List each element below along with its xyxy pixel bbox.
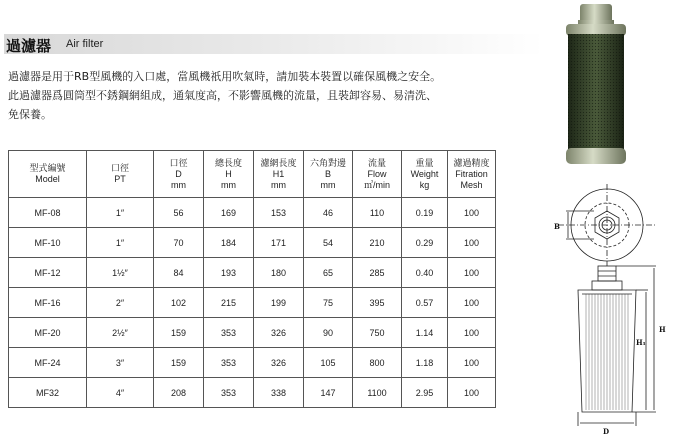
table-cell: 153 bbox=[254, 198, 304, 228]
column-header bbox=[402, 151, 448, 198]
table-cell: 105 bbox=[304, 348, 353, 378]
table-cell: 0.57 bbox=[402, 288, 448, 318]
table-cell: 800 bbox=[353, 348, 402, 378]
column-header-line: 濾網長度 bbox=[260, 157, 297, 168]
table-cell: MF-16 bbox=[9, 288, 87, 318]
table-cell: 159 bbox=[154, 348, 204, 378]
table-cell: 1½″ bbox=[87, 258, 154, 288]
table-cell: 180 bbox=[254, 258, 304, 288]
page-title-english: Air filter bbox=[66, 38, 104, 50]
table-cell: 100 bbox=[448, 228, 496, 258]
column-header-line: mm bbox=[271, 179, 286, 190]
spec-table bbox=[8, 150, 496, 408]
table-cell: 750 bbox=[353, 318, 402, 348]
column-header-line: B bbox=[324, 168, 331, 179]
table-cell: 0.29 bbox=[402, 228, 448, 258]
table-cell: 100 bbox=[448, 198, 496, 228]
column-header-line: D bbox=[175, 168, 182, 179]
table-cell: 147 bbox=[304, 378, 353, 408]
dimension-label-h1: H₁ bbox=[636, 338, 646, 347]
table-cell: 0.40 bbox=[402, 258, 448, 288]
table-cell: MF-24 bbox=[9, 348, 87, 378]
column-header-line: Weight bbox=[410, 168, 439, 179]
column-header-line: Model bbox=[35, 174, 60, 184]
description-line-3: 免保養。 bbox=[8, 108, 52, 121]
table-cell: 159 bbox=[154, 318, 204, 348]
column-header-line: Flow bbox=[367, 168, 387, 179]
table-cell: 353 bbox=[204, 318, 254, 348]
column-header bbox=[204, 151, 254, 198]
table-cell: 90 bbox=[304, 318, 353, 348]
table-row bbox=[9, 258, 496, 288]
table-cell: 338 bbox=[254, 378, 304, 408]
table-cell: 169 bbox=[204, 198, 254, 228]
column-header bbox=[353, 151, 402, 198]
table-cell: 46 bbox=[304, 198, 353, 228]
table-cell: 100 bbox=[448, 378, 496, 408]
table-cell: 2″ bbox=[87, 288, 154, 318]
column-header-line: mm bbox=[221, 179, 236, 190]
table-cell: 70 bbox=[154, 228, 204, 258]
column-header-line: PT bbox=[114, 174, 126, 184]
table-cell: MF-10 bbox=[9, 228, 87, 258]
table-cell: 395 bbox=[353, 288, 402, 318]
table-cell: 208 bbox=[154, 378, 204, 408]
table-cell: MF32 bbox=[9, 378, 87, 408]
column-header-line: ㎥/min bbox=[363, 179, 390, 190]
dimension-label-h: H bbox=[659, 325, 666, 334]
column-header-line: H1 bbox=[272, 168, 285, 179]
table-cell: 353 bbox=[204, 378, 254, 408]
table-cell: 285 bbox=[353, 258, 402, 288]
table-row bbox=[9, 288, 496, 318]
column-header-line: H bbox=[225, 168, 232, 179]
table-cell: 100 bbox=[448, 318, 496, 348]
table-cell: 3″ bbox=[87, 348, 154, 378]
column-header-line: 濾過精度 bbox=[453, 157, 490, 168]
table-cell: MF-20 bbox=[9, 318, 87, 348]
column-header-line: 六角對邊 bbox=[309, 157, 346, 168]
column-header-line: 口徑 bbox=[169, 157, 188, 168]
table-cell: 326 bbox=[254, 348, 304, 378]
table-cell: 4″ bbox=[87, 378, 154, 408]
table-cell: 215 bbox=[204, 288, 254, 318]
table-cell: 1100 bbox=[353, 378, 402, 408]
table-cell: 100 bbox=[448, 288, 496, 318]
column-header-line: 型式編號 bbox=[29, 163, 66, 173]
description-line-1: 過濾器是用于RB型風機的入口處，當風機祇用吹氣時，請加裝本裝置以確保風機之安全。 bbox=[8, 70, 442, 83]
table-cell: 84 bbox=[154, 258, 204, 288]
table-body bbox=[9, 198, 496, 408]
table-cell: 210 bbox=[353, 228, 402, 258]
table-cell: 54 bbox=[304, 228, 353, 258]
table-row bbox=[9, 198, 496, 228]
table-row bbox=[9, 228, 496, 258]
table-cell: 326 bbox=[254, 318, 304, 348]
table-row bbox=[9, 348, 496, 378]
table-cell: 0.19 bbox=[402, 198, 448, 228]
column-header-line: kg bbox=[419, 179, 430, 190]
table-cell: MF-08 bbox=[9, 198, 87, 228]
table-cell: 1″ bbox=[87, 198, 154, 228]
table-cell: 1″ bbox=[87, 228, 154, 258]
top-view-drawing bbox=[558, 184, 656, 266]
column-header bbox=[9, 151, 87, 198]
table-cell: 199 bbox=[254, 288, 304, 318]
page-title: 過濾器 bbox=[6, 37, 52, 55]
table-cell: 171 bbox=[254, 228, 304, 258]
table-cell: 353 bbox=[204, 348, 254, 378]
table-cell: 75 bbox=[304, 288, 353, 318]
column-header bbox=[154, 151, 204, 198]
column-header-line: Fitration bbox=[455, 168, 488, 179]
dimension-label-b: B bbox=[554, 222, 560, 231]
table-cell: 2½″ bbox=[87, 318, 154, 348]
column-header bbox=[87, 151, 154, 198]
column-header-line: 流量 bbox=[367, 157, 386, 168]
table-cell: 102 bbox=[154, 288, 204, 318]
column-header-line: 重量 bbox=[415, 157, 434, 168]
column-header bbox=[448, 151, 496, 198]
column-header-line: mm bbox=[320, 179, 336, 190]
column-header bbox=[254, 151, 304, 198]
table-cell: 193 bbox=[204, 258, 254, 288]
technical-drawing bbox=[548, 180, 685, 437]
table-cell: 100 bbox=[448, 348, 496, 378]
table-cell: 1.14 bbox=[402, 318, 448, 348]
table-cell: 1.18 bbox=[402, 348, 448, 378]
description-line-2: 此過濾器爲圓筒型不銹鋼網組成，通氣度高，不影響風機的流量，且裝卸容易、易清洗、 bbox=[8, 89, 437, 102]
table-cell: 184 bbox=[204, 228, 254, 258]
table-cell: 110 bbox=[353, 198, 402, 228]
table-header-row bbox=[9, 151, 496, 198]
column-header-line: mm bbox=[171, 179, 186, 190]
table-row bbox=[9, 378, 496, 408]
column-header-line: 總長度 bbox=[214, 157, 242, 168]
table-cell: MF-12 bbox=[9, 258, 87, 288]
table-cell: 100 bbox=[448, 258, 496, 288]
column-header bbox=[304, 151, 353, 198]
dimension-label-d: D bbox=[603, 427, 610, 436]
table-cell: 56 bbox=[154, 198, 204, 228]
table-row bbox=[9, 318, 496, 348]
table-cell: 65 bbox=[304, 258, 353, 288]
air-filter-product-image bbox=[558, 0, 634, 170]
column-header-line: Mesh bbox=[460, 179, 483, 190]
table-cell: 2.95 bbox=[402, 378, 448, 408]
column-header-line: 口徑 bbox=[110, 163, 129, 173]
